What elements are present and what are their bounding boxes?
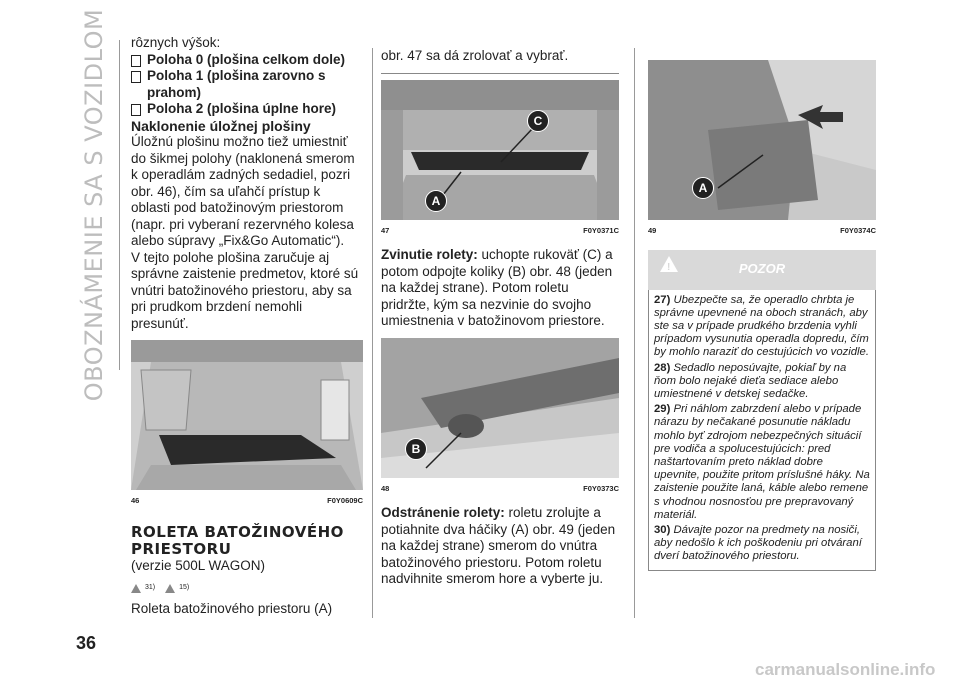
paragraph: obr. 47 sa dá zrolovať a vybrať. <box>381 48 569 63</box>
paragraph: Zvinutie rolety: uchopte rukoväť (C) a potom odpojte koliky (B) obr. 48 (jeden na každej strane). Potom roletu pridržte, kým sa nezvinie do svojho umiestnenia v batožinovom priestore. <box>381 247 613 328</box>
section-heading: ROLETA BATOŽINOVÉHO PRIESTORU <box>131 522 344 558</box>
figure-caption: 48 F0Y0373C <box>381 483 619 493</box>
paragraph: Roleta batožinového priestoru (A) <box>131 600 333 616</box>
note-item: 30) Dávajte pozor na predmety na nosiči, aby nedošlo k ich poškodeniu pri otváraní dverí batožinového priestoru. <box>654 523 862 563</box>
rule <box>381 73 619 74</box>
warning-refs: 31) 15) <box>131 580 363 597</box>
column-divider <box>634 48 635 618</box>
callout-a: A <box>425 190 447 212</box>
version-note: (verzie 500L WAGON) <box>131 557 266 573</box>
side-section-title: OBOZNÁMENIE SA S VOZIDLOM <box>80 8 108 402</box>
paragraph: Úložnú plošinu možno tiež umiestniť do šikmej polohy (naklonená smerom k operadlám zadných sedadiel, pozri obr. 46), čím sa uľahčí prístup k oblasti pod batožinovým priestorom (napr. pri vyberaní rezervného kolesa alebo súpravy „Fix&Go Automatic“). <box>131 134 355 248</box>
column-3 <box>648 48 876 571</box>
checkbox-icon <box>131 104 141 116</box>
figure-47 <box>381 80 619 220</box>
roller-cover-illustration <box>381 80 619 220</box>
column-divider <box>372 48 373 618</box>
column-1 <box>131 35 363 617</box>
callout-c: C <box>527 110 549 132</box>
paragraph: V tejto polohe plošina zaručuje aj správne zaistenie predmetov, ktoré sú vnútri batožinového priestoru, aby sa pri prudkom brzdení nemohli presunúť. <box>131 249 359 331</box>
figure-caption: 49 F0Y0374C <box>648 226 876 235</box>
trunk-illustration <box>131 340 363 490</box>
warning-icon: ! <box>660 256 678 272</box>
page-number: 36 <box>76 633 97 653</box>
footer-watermark: carmanualsonline.info <box>755 660 936 679</box>
figure-48 <box>381 338 619 478</box>
note-item: 29) Pri náhlom zabrzdení alebo v prípade nárazu by nečakané posunutie nákladu mohlo byť zdrojom nebezpečných situácií pre vodiča a spolucestujúcich: pred naštartovaním preto náklad dobre upevnite, použite pritom príslušné háky. Na zaistenie použite laná, káble alebo remene s vhodnou nosnosťou pre prepravovaný materiál. <box>654 403 870 521</box>
option-item: Poloha 0 (plošina celkom dole) <box>131 52 363 69</box>
subheading: Naklonenie úložnej plošiny <box>131 117 311 134</box>
callout-a: A <box>692 177 714 199</box>
checkbox-icon <box>131 71 141 83</box>
checkbox-icon <box>131 55 141 67</box>
caution-icon <box>165 584 175 593</box>
side-divider <box>119 40 120 370</box>
warning-icon <box>131 584 141 593</box>
note-item: 28) Sedadlo neposúvajte, pokiaľ by na ňom bolo nejaké dieťa sediace alebo umiestnené v detskej sedačke. <box>654 361 847 400</box>
warning-notes <box>648 290 876 571</box>
figure-46 <box>131 340 363 490</box>
option-item: Poloha 1 (plošina zarovno s prahom) <box>131 68 363 101</box>
column-2 <box>381 48 619 588</box>
intro-text: rôznych výšok: <box>131 35 221 50</box>
hook-illustration <box>648 60 876 220</box>
figure-49 <box>648 60 876 220</box>
figure-caption: 46 F0Y0609C <box>131 496 363 505</box>
note-item: 27) Ubezpečte sa, že operadlo chrbta je správne upevnené na oboch stranách, aby ste sa v prípade prudkého brzdenia vyhli prípadom vysunutia operadla dopredu, čím by mohlo naraziť do cestujúcich vo vozidle. <box>654 293 869 359</box>
callout-b: B <box>405 438 427 460</box>
warning-header: ! POZOR <box>648 250 876 290</box>
figure-caption: 47 F0Y0371C <box>381 225 619 235</box>
paragraph: Odstránenie rolety: roletu zrolujte a potiahnite dva háčiky (A) obr. 49 (jeden na každej strane) smerom do vnútra batožinového priestoru. Potom roletu nadvihnite smerom hore a vyberte ju. <box>381 505 616 586</box>
option-item: Poloha 2 (plošina úplne hore) <box>131 101 363 118</box>
